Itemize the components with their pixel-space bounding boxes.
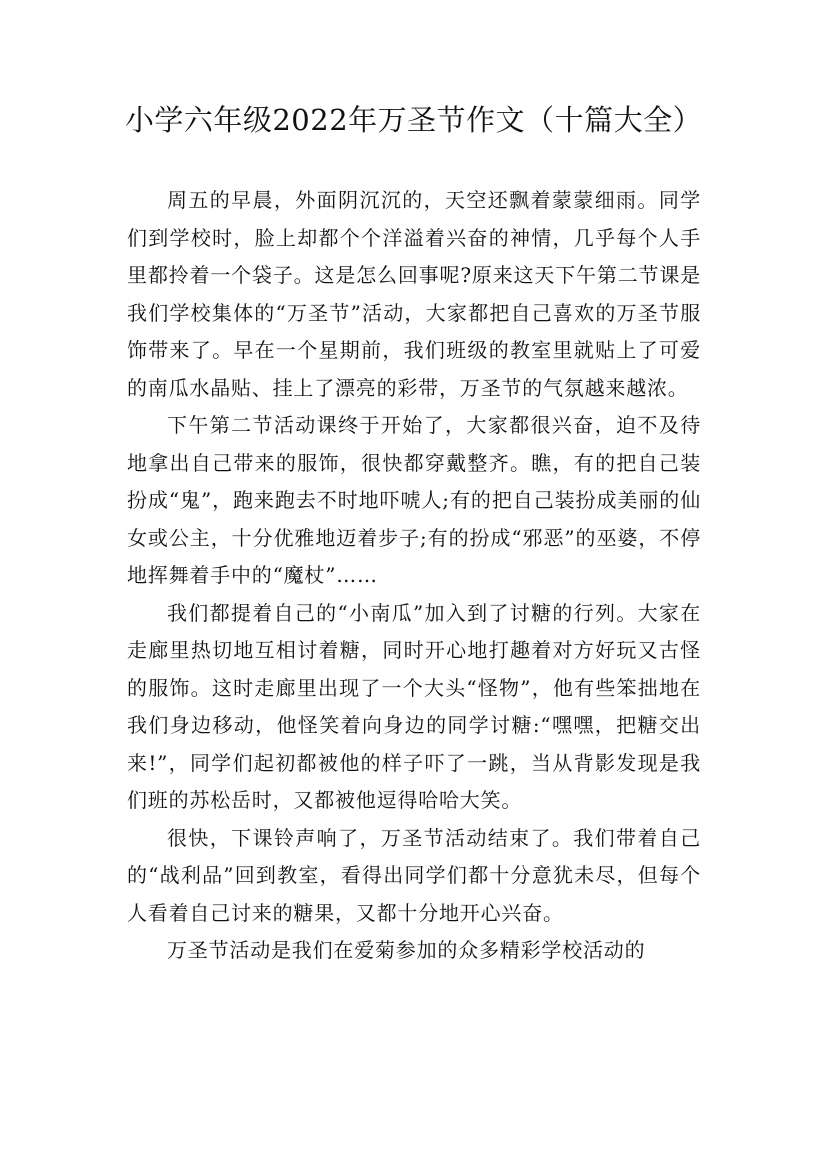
paragraph: 下午第二节活动课终于开始了，大家都很兴奋，迫不及待地拿出自己带来的服饰，很快都穿戴整齐。瞧，有的把自己装扮成“鬼”，跑来跑去不时地吓唬人;有的把自己装扮成美丽的仙女或公主，十分优雅地迈着步子;有的扮成“邪恶”的巫婆，不停地挥舞着手中的“魔杖”…… <box>127 413 701 587</box>
paragraph: 我们都提着自己的“小南瓜”加入到了讨糖的行列。大家在走廊里热切地互相讨着糖，同时开心地打趣着对方好玩又古怪的服饰。这时走廊里出现了一个大头“怪物”，他有些笨拙地在我们身边移动，他怪笑着向身边的同学讨糖:“嘿嘿，把糖交出来!”，同学们起初都被他的样子吓了一跳，当从背影发现是我们班的苏松岳时，又都被他逗得哈哈大笑。 <box>127 600 701 812</box>
document-body <box>127 182 701 970</box>
paragraph: 很快，下课铃声响了，万圣节活动结束了。我们带着自己的“战利品”回到教室，看得出同学们都十分意犹未尽，但每个人看着自己讨来的糖果，又都十分地开心兴奋。 <box>127 825 701 925</box>
paragraph: 万圣节活动是我们在爱菊参加的众多精彩学校活动的 <box>167 938 646 962</box>
paragraph: 周五的早晨，外面阴沉沉的，天空还飘着蒙蒙细雨。同学们到学校时，脸上却都个个洋溢着兴奋的神情，几乎每个人手里都拎着一个袋子。这是怎么回事呢?原来这天下午第二节课是我们学校集体的“万圣节”活动，大家都把自己喜欢的万圣节服饰带来了。早在一个星期前，我们班级的教室里就贴上了可爱的南瓜水晶贴、挂上了漂亮的彩带，万圣节的气氛越来越浓。 <box>127 188 701 400</box>
document-title: 小学六年级2022年万圣节作文（十篇大全） <box>124 103 703 137</box>
